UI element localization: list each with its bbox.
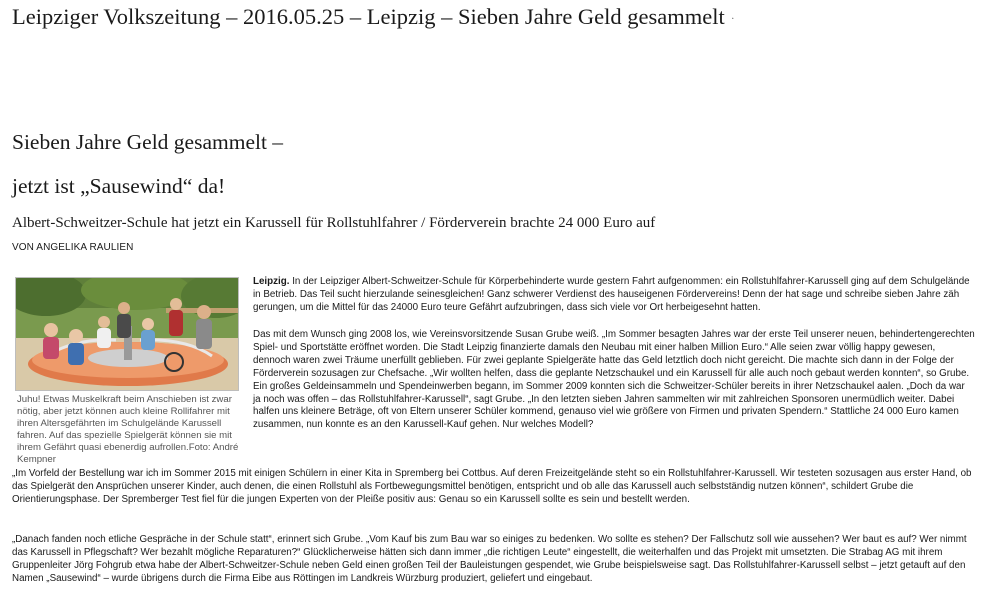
photo-caption: Juhu! Etwas Muskelkraft beim Anschieben ist zwar nötig, aber jetzt können auch kleine Rollifahrer mit ihren Altersgefährten im Schulgelände Karussell fahren. Auf das spezielle Spielgerät können sie mit ihrem Gefährt quasi ebenerdig aufrollen.Foto: André Kempner — [17, 394, 239, 465]
article-paragraph — [12, 534, 978, 586]
article-paragraph — [253, 329, 975, 432]
article-photo — [15, 277, 239, 391]
header-title: Leipziger Volkszeitung – 2016.05.25 – Leipzig – Sieben Jahre Geld gesammelt — [12, 4, 725, 29]
paragraph-text: Das mit dem Wunsch ging 2008 los, wie Vereinsvorsitzende Susan Grube weiß. „Im Sommer besagten Jahres war der erste Teil unserer neuen, behindertengerechten Spiel- und Sportstätte eröffnet worden. Die Stadt Leipzig finanzierte damals den Neubau mit einer halben Million Euro.“ Alle seien zwar völlig happy gewesen, dennoch waren zwei Träume unerfüllt geblieben. Für zwei geplante Spielgeräte hatte das Geld letztlich doch nicht gereicht. Die machte sich dann in der Folge der Förderverein sozusagen zur Chefsache. „Wir wollten helfen, dass die geplante Netzschaukel und ein Karussell für alle auch noch gebaut werden konnten“, so Grube. Ein großes Geldeinsammeln und Spendeinwerben begann, im Sommer 2009 konnten sich die Schweitzer-Schüler bereits in ihrer Netzschaukel aalen. „Doch da war ja noch was offen – das Rollstuhlfahrer-Karussell“, sagt Grube. „In den letzten sieben Jahren sammelten wir mit zahlreichen Sponsoren unermüdlich weiter. Dabei halfen uns kleinere Beträge, oft von Eltern unserer Schüler kommend, genauso viel wie größere von Firmen und privaten Spendern.“ Stattliche 24 000 Euro kamen zusammen, nun konnte es an den Karussell-Kauf gehen. Nur welches Modell? — [253, 329, 975, 431]
carousel-photo-illustration — [16, 278, 238, 390]
article-paragraph — [253, 276, 975, 315]
byline: VON ANGELIKA RAULIEN — [12, 242, 134, 253]
paragraph-text: „Danach fanden noch etliche Gespräche in der Schule statt“, erinnert sich Grube. „Vom Kauf bis zum Bau war so einiges zu bedenken. Wo sollte es stehen? Der Fallschutz soll wie aussehen? Wer baut es auf? Wer nimmt das Karussell in Pflegschaft? Wer bezahlt mögliche Reparaturen?“ Glücklicherweise hätten sich dann immer „die richtigen Leute“ eingestellt, die weiterhalfen und das Projekt mit umsetzten. Die Strabag AG mit ihrem Gruppenleiter Jörg Fohgrub etwa habe der Albert-Schweitzer-Schule neben Geld einen großen Teil der Bauleistungen gespendet, wie Grube beispielsweise sagt. Das Rollstuhlfahrer-Karussell selbst – jetzt getauft auf den Namen „Sausewind“ – wurde übrigens durch die Firma Eibe aus Röttingen im Landkreis Würzburg produziert, geliefert und eingebaut. — [12, 534, 967, 584]
article-paragraph — [12, 468, 978, 507]
header-trailing-mark: · — [730, 11, 735, 26]
paragraph-dateline: Leipzig. — [253, 276, 290, 287]
document-header — [12, 4, 735, 30]
headline-line-2: jetzt ist „Sausewind“ da! — [12, 174, 226, 198]
paragraph-text: In der Leipziger Albert-Schweitzer-Schule für Körperbehinderte wurde gestern Fahrt aufgenommen: ein Rollstuhlfahrer-Karussell ging auf dem Schulgelände in Betrieb. Das Teil sucht hierzulande seinesgleichen! Ganz schwerer Verdienst des hauseigenen Fördervereins! Denn der hat sage und schreibe sieben Jahre zäh gerungen, um die Mittel für das 24000 Euro teure Gefährt aufzubringen, dass sich viele vor Ort herbeigesehnt hatten. — [253, 276, 970, 313]
paragraph-text: „Im Vorfeld der Bestellung war ich im Sommer 2015 mit einigen Schülern in einer Kita in Spremberg bei Cottbus. Auf deren Freizeitgelände steht so ein Rollstuhlfahrer-Karussell. Wir testeten sozusagen aus erster Hand, ob das Spielgerät den Ansprüchen unserer Kinder, auch denen, die einen Rollstuhl als Fortbewegungsmittel benötigen, entspricht und ob alle das Karussell auch selbstständig nutzen können“, schildert Grube die Orientierungsphase. Der Spremberger Test fiel für die jungen Experten von der Pleiße positiv aus: Genau so ein Karussell sollte es sein und bestellt werden. — [12, 468, 972, 505]
headline-line-1: Sieben Jahre Geld gesammelt – — [12, 130, 284, 154]
subheadline: Albert-Schweitzer-Schule hat jetzt ein Karussell für Rollstuhlfahrer / Förderverein brachte 24 000 Euro auf — [12, 215, 656, 231]
